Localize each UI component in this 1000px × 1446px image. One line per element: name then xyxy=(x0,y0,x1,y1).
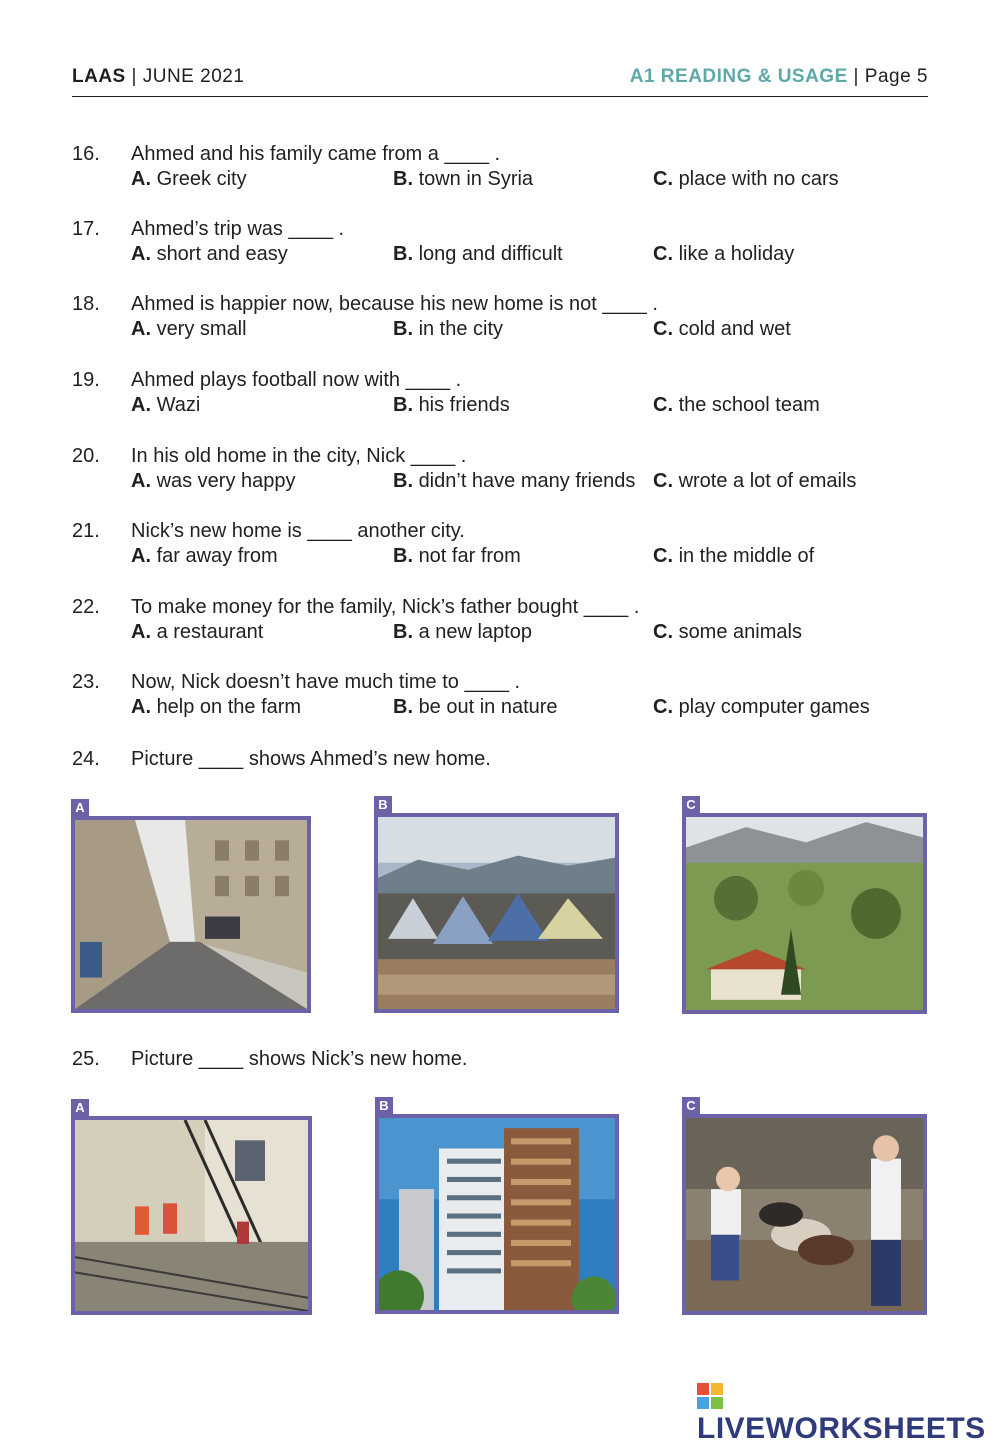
option-text: cold and wet xyxy=(678,318,791,340)
option-letter: B. xyxy=(393,696,413,718)
header-left xyxy=(72,66,244,88)
option-b[interactable] xyxy=(393,620,532,645)
option-letter: A. xyxy=(131,168,151,190)
question-number: 19. xyxy=(72,369,100,391)
boys-with-goats-image xyxy=(686,1118,923,1311)
option-a[interactable] xyxy=(131,544,278,569)
village-hillside-image xyxy=(686,817,923,1010)
option-text: very small xyxy=(156,318,247,340)
picture-tag: C xyxy=(682,1097,700,1114)
option-a[interactable] xyxy=(131,167,247,192)
exam-date: JUNE 2021 xyxy=(142,66,245,87)
header-separator: | xyxy=(131,66,137,87)
option-b[interactable] xyxy=(393,469,635,494)
page-number: Page 5 xyxy=(864,66,928,87)
option-letter: B. xyxy=(393,394,413,416)
q25-picture-a[interactable] xyxy=(71,1099,312,1315)
question-number: 22. xyxy=(72,596,100,618)
picture-tag: A xyxy=(71,799,89,816)
question-stem: Now, Nick doesn’t have much time to ____ . xyxy=(131,671,521,693)
option-text: the school team xyxy=(678,394,820,416)
option-letter: B. xyxy=(393,243,413,265)
logo-blocks-icon xyxy=(697,1383,723,1409)
option-c[interactable] xyxy=(653,620,802,645)
option-text: his friends xyxy=(418,394,510,416)
question-stem: Ahmed and his family came from a ____ . xyxy=(131,143,501,165)
option-letter: B. xyxy=(393,545,413,567)
question-number: 20. xyxy=(72,445,100,467)
option-b[interactable] xyxy=(393,695,558,720)
q24-picture-c[interactable] xyxy=(682,796,927,1014)
option-a[interactable] xyxy=(131,317,247,342)
option-text: wrote a lot of emails xyxy=(678,470,857,492)
option-a[interactable] xyxy=(131,242,288,267)
q24-picture-b[interactable] xyxy=(374,796,619,1013)
option-letter: C. xyxy=(653,545,673,567)
header-separator-right: | xyxy=(853,66,859,87)
option-letter: C. xyxy=(653,696,673,718)
picture-tag: B xyxy=(375,1097,393,1114)
header-rule xyxy=(72,96,928,97)
option-letter: A. xyxy=(131,545,151,567)
option-b[interactable] xyxy=(393,317,503,342)
option-text: Greek city xyxy=(156,168,247,190)
question-number: 25. xyxy=(72,1048,100,1070)
picture-tag: B xyxy=(374,796,392,813)
option-text: like a holiday xyxy=(678,243,795,265)
question-stem: To make money for the family, Nick’s father bought ____ . xyxy=(131,596,640,618)
city-street-image xyxy=(75,820,307,1009)
q25-picture-b[interactable] xyxy=(375,1097,619,1314)
option-letter: A. xyxy=(131,621,151,643)
option-c[interactable] xyxy=(653,167,839,192)
option-letter: A. xyxy=(131,243,151,265)
option-text: long and difficult xyxy=(418,243,563,265)
question-number: 16. xyxy=(72,143,100,165)
logo-text: LIVEWORKSHEETS xyxy=(697,1412,986,1445)
option-b[interactable] xyxy=(393,544,521,569)
option-text: far away from xyxy=(156,545,278,567)
question-stem: Picture ____ shows Nick’s new home. xyxy=(131,1048,468,1070)
option-text: not far from xyxy=(418,545,521,567)
option-b[interactable] xyxy=(393,242,563,267)
option-c[interactable] xyxy=(653,469,856,494)
option-text: short and easy xyxy=(156,243,288,265)
option-c[interactable] xyxy=(653,544,814,569)
option-text: didn’t have many friends xyxy=(418,470,636,492)
option-letter: B. xyxy=(393,621,413,643)
option-c[interactable] xyxy=(653,393,820,418)
liveworksheets-logo xyxy=(697,1378,1000,1445)
question-stem: In his old home in the city, Nick ____ . xyxy=(131,445,467,467)
option-letter: C. xyxy=(653,168,673,190)
option-text: was very happy xyxy=(156,470,296,492)
option-text: place with no cars xyxy=(678,168,839,190)
org-name: LAAS xyxy=(72,66,126,87)
option-letter: C. xyxy=(653,318,673,340)
option-a[interactable] xyxy=(131,695,301,720)
option-letter: C. xyxy=(653,394,673,416)
picture-tag: C xyxy=(682,796,700,813)
option-letter: B. xyxy=(393,168,413,190)
option-text: play computer games xyxy=(678,696,870,718)
q24-picture-a[interactable] xyxy=(71,799,311,1013)
option-letter: A. xyxy=(131,394,151,416)
option-text: some animals xyxy=(678,621,802,643)
header-right xyxy=(630,66,928,88)
question-number: 18. xyxy=(72,293,100,315)
question-stem: Picture ____ shows Ahmed’s new home. xyxy=(131,748,491,770)
option-text: a restaurant xyxy=(156,621,264,643)
question-stem: Ahmed is happier now, because his new home is not ____ . xyxy=(131,293,658,315)
option-letter: A. xyxy=(131,318,151,340)
option-letter: B. xyxy=(393,470,413,492)
question-stem: Ahmed’s trip was ____ . xyxy=(131,218,345,240)
section-title: A1 READING & USAGE xyxy=(629,66,848,87)
option-b[interactable] xyxy=(393,167,533,192)
q25-picture-c[interactable] xyxy=(682,1097,927,1315)
option-a[interactable] xyxy=(131,469,296,494)
question-stem: Nick’s new home is ____ another city. xyxy=(131,520,465,542)
apartment-balcony-image xyxy=(75,1120,308,1311)
option-c[interactable] xyxy=(653,695,870,720)
option-text: be out in nature xyxy=(418,696,558,718)
question-number: 24. xyxy=(72,748,100,770)
option-c[interactable] xyxy=(653,317,791,342)
question-stem: Ahmed plays football now with ____ . xyxy=(131,369,462,391)
option-text: in the middle of xyxy=(678,545,815,567)
option-letter: A. xyxy=(131,470,151,492)
option-text: town in Syria xyxy=(418,168,534,190)
option-letter: C. xyxy=(653,621,673,643)
refugee-camp-image xyxy=(378,817,615,1009)
option-a[interactable] xyxy=(131,393,200,418)
tower-building-image xyxy=(379,1118,615,1310)
option-text: Wazi xyxy=(156,394,201,416)
option-c[interactable] xyxy=(653,242,794,267)
option-text: help on the farm xyxy=(156,696,302,718)
option-b[interactable] xyxy=(393,393,510,418)
option-letter: C. xyxy=(653,243,673,265)
option-text: a new laptop xyxy=(418,621,532,643)
question-number: 23. xyxy=(72,671,100,693)
option-text: in the city xyxy=(418,318,504,340)
question-number: 21. xyxy=(72,520,100,542)
option-a[interactable] xyxy=(131,620,263,645)
option-letter: B. xyxy=(393,318,413,340)
option-letter: C. xyxy=(653,470,673,492)
option-letter: A. xyxy=(131,696,151,718)
picture-tag: A xyxy=(71,1099,89,1116)
question-number: 17. xyxy=(72,218,100,240)
